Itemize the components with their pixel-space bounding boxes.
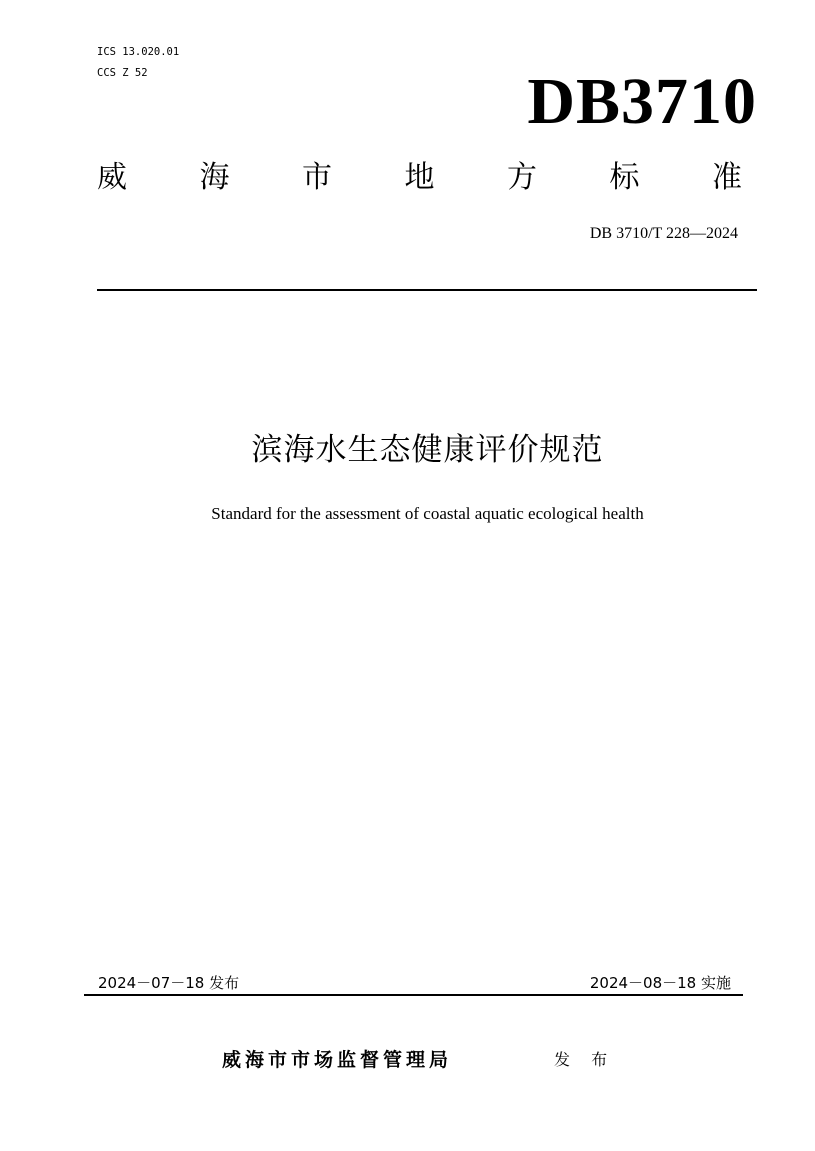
issuing-authority: 威海市市场监督管理局: [222, 1049, 453, 1071]
top-divider: [97, 289, 757, 291]
ics-code: ICS 13.020.01: [97, 46, 180, 58]
standard-type-char: 威: [97, 160, 127, 195]
standard-type-char: 标: [609, 160, 640, 195]
standard-type-char: 方: [507, 160, 537, 195]
release-date: 2024－07－18 发布: [98, 974, 240, 992]
standard-type-char: 海: [199, 160, 230, 195]
classification-codes: [97, 42, 179, 84]
implementation-date: 2024－08－18 实施: [589, 974, 731, 992]
standard-type-char: 地: [404, 160, 435, 195]
standard-number: DB 3710/T 228—2024: [589, 225, 738, 242]
standard-type-char: 准: [712, 160, 742, 195]
standard-mark: DB3710: [527, 65, 757, 138]
bottom-divider: [84, 994, 743, 996]
document-title-cn: 滨海水生态健康评价规范: [251, 432, 604, 468]
standard-type-heading: [97, 158, 742, 198]
ccs-code: CCS Z 52: [97, 67, 148, 79]
standard-type-char: 市: [302, 160, 332, 195]
issue-label: 发 布: [554, 1050, 616, 1069]
document-title-en: Standard for the assessment of coastal aquatic ecological health: [211, 504, 644, 523]
